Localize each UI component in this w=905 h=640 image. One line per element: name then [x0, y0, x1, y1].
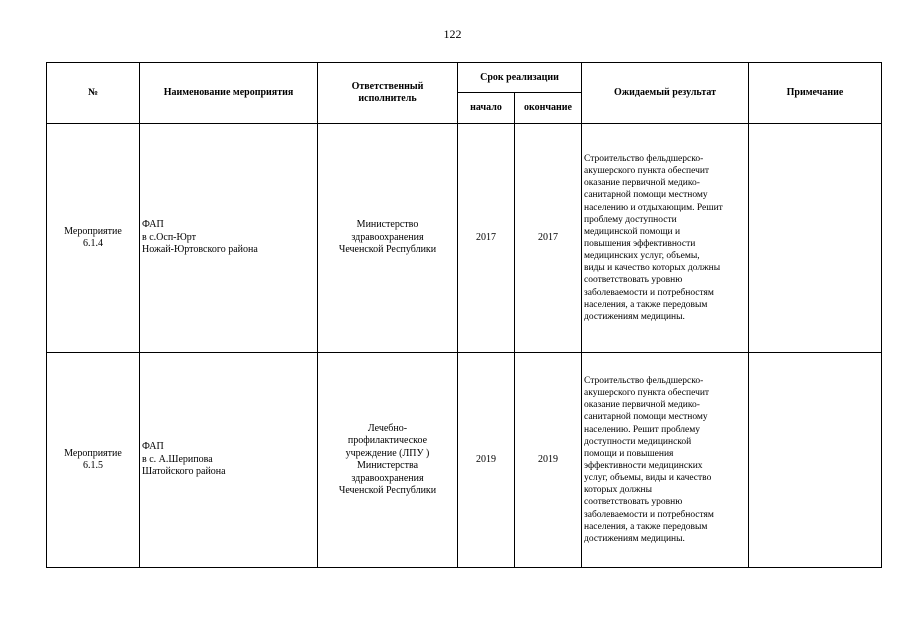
measure-name-line: ФАП: [142, 441, 164, 453]
result-line: населению и отдыхающим. Решит: [584, 202, 723, 213]
note-cell: [749, 124, 882, 353]
header-start: начало: [458, 93, 515, 124]
responsible-executor: [318, 124, 458, 353]
result-line: услуг, объемы, виды и качество: [584, 473, 712, 484]
start-year: 2019: [458, 353, 515, 568]
table-header-row: [47, 63, 882, 93]
result-line: санитарной помощи местному: [584, 190, 708, 201]
measure-number-line: Мероприятие: [64, 447, 122, 459]
header-name: Наименование мероприятия: [140, 63, 318, 124]
responsible-line: Министерство: [356, 219, 419, 231]
table-row: [47, 353, 882, 568]
measure-name-line: Ножай-Юртовского района: [142, 244, 258, 256]
measure-number: [47, 124, 140, 353]
result-line: достижениям медицины.: [584, 311, 685, 322]
result-line: виды и качество которых должны: [584, 263, 721, 274]
measure-name-line: ФАП: [142, 219, 164, 231]
header-num: №: [47, 63, 140, 124]
result-line: достижениям медицины.: [584, 533, 685, 544]
measure-name: [140, 353, 318, 568]
result-line: заболеваемости и потребностям: [584, 509, 714, 520]
measure-number-line: 6.1.5: [83, 460, 103, 471]
responsible-line: здравоохранения: [351, 472, 424, 484]
end-year: 2017: [515, 124, 582, 353]
result-line: медицинских услуг, объемы,: [584, 251, 700, 262]
table-row: [47, 124, 882, 353]
measure-number-line: Мероприятие: [64, 225, 122, 237]
note-cell: [749, 353, 882, 568]
header-responsible-line: исполнитель: [358, 93, 417, 104]
measure-number: [47, 353, 140, 568]
header-result: Ожидаемый результат: [582, 63, 749, 124]
page-number: 122: [443, 27, 462, 41]
result-line: эффективности медицинских: [584, 461, 703, 471]
result-line: которых должны: [584, 485, 653, 496]
result-line: повышения эффективности: [584, 239, 696, 249]
result-line: населения, а также передовым: [584, 521, 708, 532]
result-line: населения, а также передовым: [584, 299, 708, 310]
result-line: оказание первичной медико-: [584, 178, 700, 189]
result-line: медицинской помощи и: [584, 226, 681, 237]
result-line: Строительство фельдшерско-: [584, 153, 704, 164]
result-line: санитарной помощи местному: [584, 412, 708, 423]
result-line: соответствовать уровню: [584, 497, 683, 508]
result-line: доступности медицинской: [584, 436, 692, 447]
expected-result: [582, 353, 749, 568]
measure-name-line: в с.Осп-Юрт: [142, 231, 197, 243]
result-line: помощи и повышения: [584, 448, 674, 459]
responsible-line: Чеченской Республики: [338, 244, 437, 256]
header-responsible-line: Ответственный: [351, 81, 424, 92]
header-period: Срок реализации: [458, 63, 582, 93]
result-line: Строительство фельдшерско-: [584, 375, 704, 386]
header-responsible: [318, 63, 458, 124]
result-line: соответствовать уровню: [584, 275, 683, 286]
end-year: 2019: [515, 353, 582, 568]
result-line: акушерского пункта обеспечит: [584, 388, 710, 399]
responsible-executor: [318, 353, 458, 568]
measure-number-line: 6.1.4: [83, 238, 103, 249]
responsible-line: здравоохранения: [351, 231, 424, 243]
responsible-line: Чеченской Республики: [338, 485, 437, 496]
header-end: окончание: [515, 93, 582, 124]
measures-table: [46, 62, 882, 568]
header-note: Примечание: [749, 63, 882, 124]
responsible-line: учреждение (ЛПУ ): [345, 447, 430, 459]
responsible-line: профилактическое: [347, 435, 428, 446]
result-line: оказание первичной медико-: [584, 400, 700, 411]
result-line: акушерского пункта обеспечит: [584, 166, 710, 177]
start-year: 2017: [458, 124, 515, 353]
result-line: заболеваемости и потребностям: [584, 287, 714, 298]
responsible-line: Лечебно-: [367, 422, 408, 434]
measure-name: [140, 124, 318, 353]
measure-name-line: Шатойского района: [142, 466, 226, 478]
measure-name-line: в с. А.Шерипова: [142, 453, 213, 465]
responsible-line: Министерства: [356, 460, 419, 471]
expected-result: [582, 124, 749, 353]
result-line: населению. Решит проблему: [584, 424, 701, 435]
result-line: проблему доступности: [584, 214, 677, 225]
